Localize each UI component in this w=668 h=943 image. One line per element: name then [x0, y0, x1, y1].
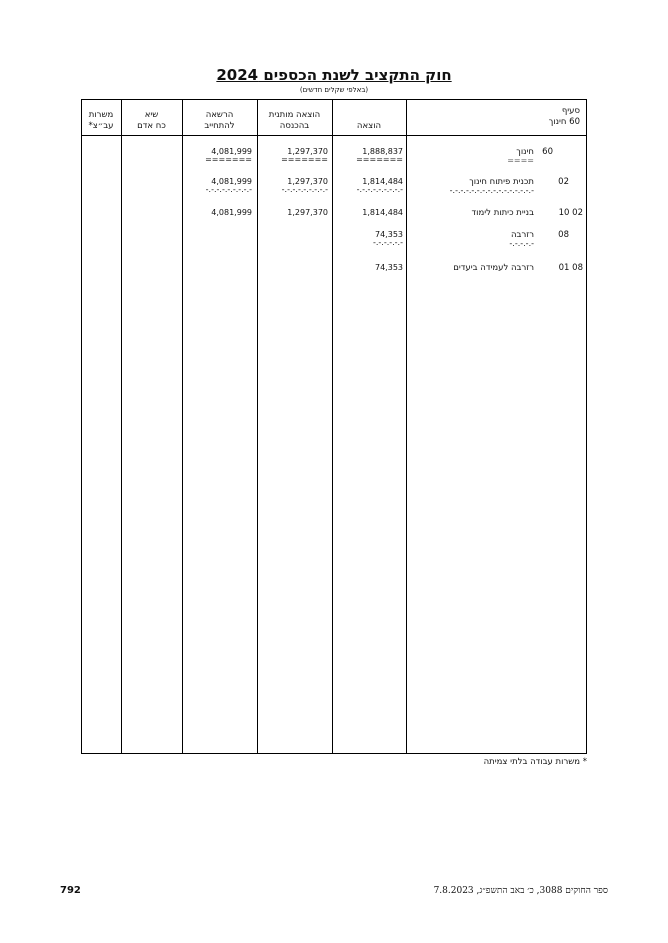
authorization-value: 4,081,999 [211, 208, 252, 217]
dotted-underline: -.-.-.-.-.- [372, 238, 403, 247]
row-code: 02 10 [558, 208, 583, 218]
column-divider [406, 99, 407, 754]
page-title: חוק התקציב לשנת הכספים 2024 [216, 66, 452, 84]
column-divider [121, 99, 122, 754]
double-underline: ======= [281, 155, 328, 164]
expense-value: 74,353 [375, 263, 403, 272]
row-code: 60 [542, 147, 553, 157]
header-authorization: הרשאה להתחייב [204, 110, 235, 131]
header-contract: משרות עב״צ* [88, 110, 114, 131]
expense-value: 1,814,484 [362, 177, 403, 186]
double-underline: ======= [205, 155, 252, 164]
expense-value: 74,353 [375, 230, 403, 239]
column-divider [182, 99, 183, 754]
row-name: רזרבה [510, 230, 534, 240]
row-name: תכנית פיתוח חינוך [469, 177, 534, 187]
header-peak: שיא כח אדם [137, 110, 166, 131]
dotted-underline: -.-.-.-.-.-.-.-.- [205, 185, 252, 194]
header-conditional: הוצאה מותנית בהכנסה [268, 110, 321, 131]
expense-value: 1,814,484 [362, 208, 403, 217]
header-section: סעיף 60 חינוך [548, 106, 580, 127]
page-subtitle: (באלפי שקלים חדשים) [299, 86, 369, 94]
header-expense: הוצאה [356, 121, 382, 131]
column-divider [332, 99, 333, 754]
dotted-underline: -.-.-.-.-.-.-.-.- [356, 185, 403, 194]
publication-line: ספר החוקים 3088, כ׳ באב התשפ״ג, 7.8.2023 [433, 886, 608, 896]
name-underline: -.-.-.-.- [509, 239, 534, 248]
dotted-underline: -.-.-.-.-.-.-.-.- [281, 185, 328, 194]
row-code: 08 [558, 230, 569, 240]
column-divider [257, 99, 258, 754]
row-code: 02 [558, 177, 569, 187]
conditional-value: 1,297,370 [287, 147, 328, 156]
expense-value: 1,888,837 [362, 147, 403, 156]
conditional-value: 1,297,370 [287, 177, 328, 186]
row-code: 08 01 [558, 263, 583, 273]
name-underline: -.-.-.-.-.-.-.-.-.-.-.-.-.-.-.- [449, 186, 534, 195]
header-divider [81, 135, 587, 136]
authorization-value: 4,081,999 [211, 177, 252, 186]
row-name: רזרבה לעמידה ביעדים [453, 263, 534, 273]
row-name: בניית כיתות לימוד [471, 208, 534, 218]
conditional-value: 1,297,370 [287, 208, 328, 217]
authorization-value: 4,081,999 [211, 147, 252, 156]
name-underline: ==== [507, 156, 534, 165]
double-underline: ======= [356, 155, 403, 164]
row-name: חינוך [516, 147, 534, 157]
page-number: 792 [60, 885, 81, 896]
budget-table [81, 99, 587, 754]
footnote: * משרות עבודה בלתי צמיתה [483, 757, 587, 767]
